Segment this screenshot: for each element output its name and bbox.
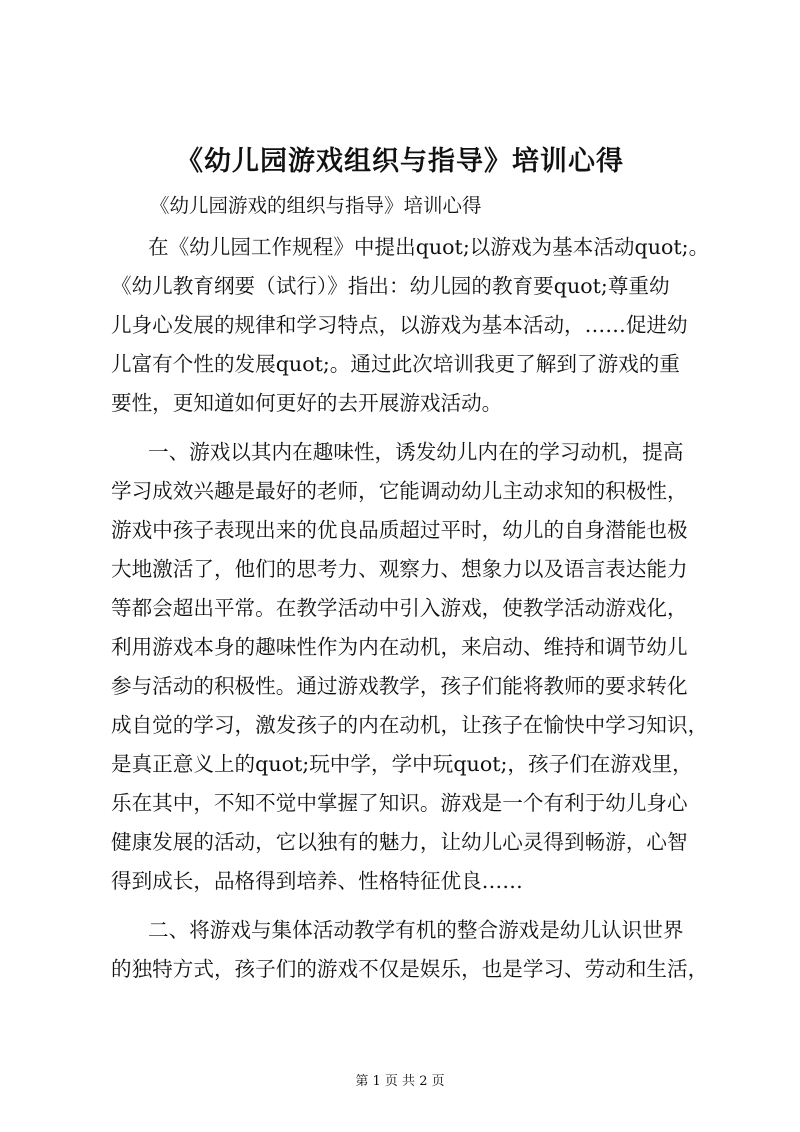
text-line: 大地激活了，他们的思考力、观察力、想象力以及语言表达能力 [111,557,688,581]
text-line: 游戏中孩子表现出来的优良品质超过平时，幼儿的自身潜能也极 [111,518,688,542]
text-line: 二、将游戏与集体活动教学有机的整合游戏是幼儿认识世界 [148,918,684,942]
document-subtitle: 《幼儿园游戏的组织与指导》培训心得 [150,194,482,217]
document-title: 《幼儿园游戏组织与指导》培训心得 [176,146,624,177]
page-number-footer: 第 1 页 共 2 页 [355,1074,445,1089]
text-line: 学习成效兴趣是最好的老师，它能调动幼儿主动求知的积极性， [111,479,688,503]
paragraph [111,228,711,423]
paragraph [111,433,711,901]
text-line: 利用游戏本身的趣味性作为内在动机，来启动、维持和调节幼儿 [111,635,688,659]
paragraph [111,911,711,989]
text-line: 成自觉的学习，激发孩子的内在动机，让孩子在愉快中学习知识， [111,713,709,737]
text-line: 乐在其中，不知不觉中掌握了知识。游戏是一个有利于幼儿身心 [111,791,688,815]
text-line: 儿身心发展的规律和学习特点，以游戏为基本活动，……促进幼 [111,313,688,337]
text-line: 的独特方式，孩子们的游戏不仅是娱乐，也是学习、劳动和生活， [111,957,709,981]
text-line: 健康发展的活动，它以独有的魅力，让幼儿心灵得到畅游，心智 [111,830,688,854]
text-line: 得到成长，品格得到培养、性格特征优良…… [111,869,523,893]
text-line: 等都会超出平常。在教学活动中引入游戏，使教学活动游戏化， [111,596,688,620]
text-line: 要性，更知道如何更好的去开展游戏活动。 [111,391,503,415]
text-line: 《幼儿教育纲要（试行）》指出：幼儿园的教育要quot;尊重幼 [111,274,670,298]
text-line: 在《幼儿园工作规程》中提出quot;以游戏为基本活动quot;。 [148,235,710,259]
text-line: 参与活动的积极性。通过游戏教学，孩子们能将教师的要求转化 [111,674,688,698]
text-line: 一、游戏以其内在趣味性，诱发幼儿内在的学习动机，提高 [148,440,684,464]
text-line: 儿富有个性的发展quot;。通过此次培训我更了解到了游戏的重 [111,352,680,376]
text-line: 是真正意义上的quot;玩中学，学中玩quot;，孩子们在游戏里， [111,752,693,776]
document-body [111,228,711,989]
